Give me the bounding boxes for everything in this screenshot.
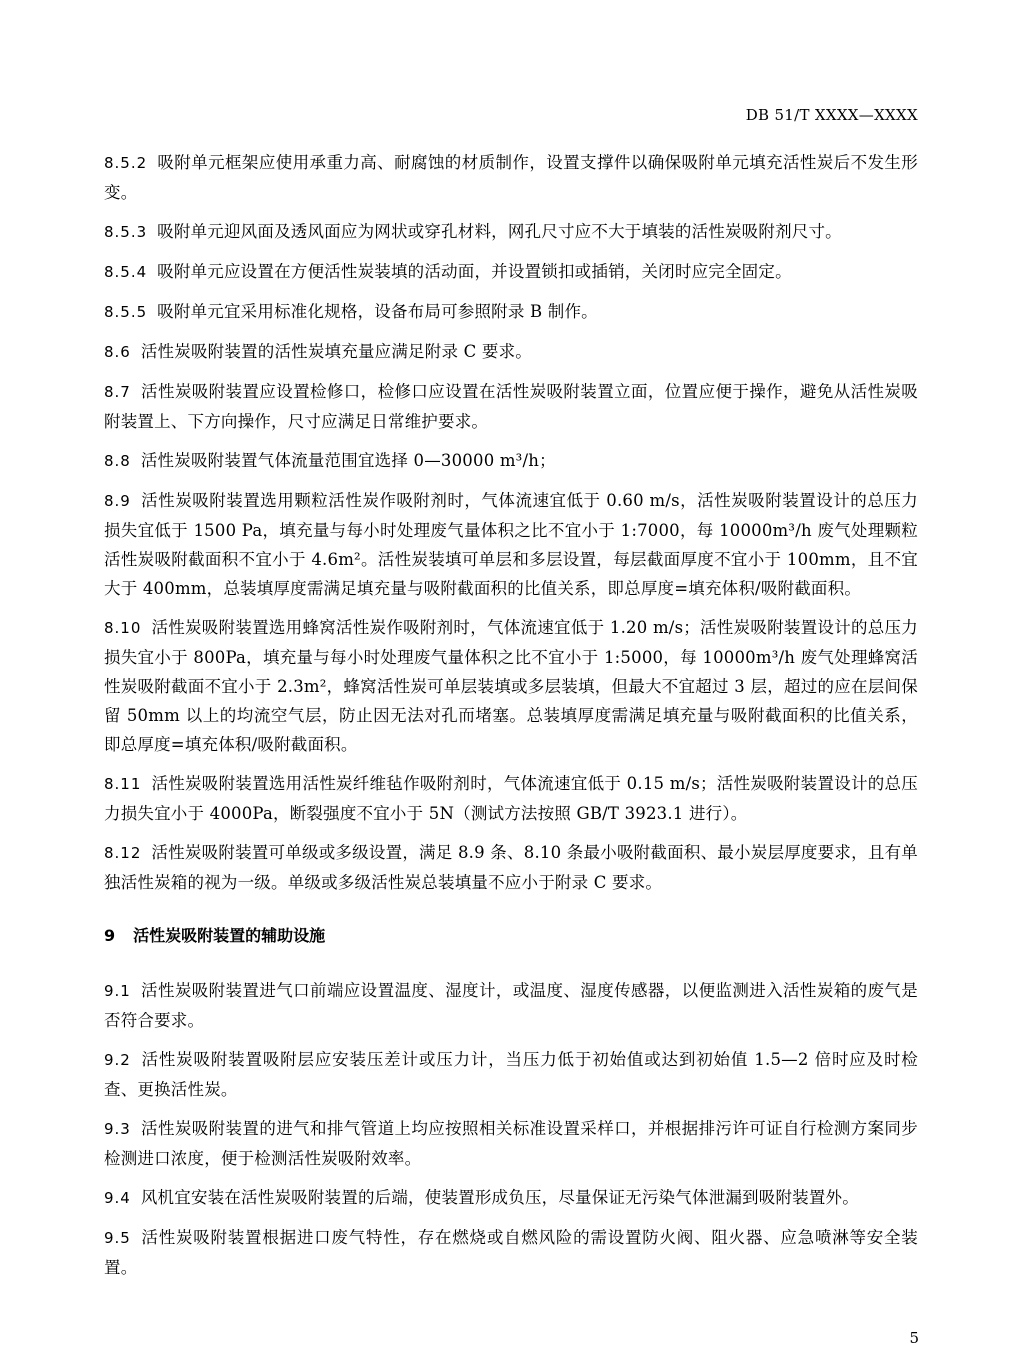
clause-text: 活性炭吸附装置可单级或多级设置，满足 8.9 条、8.10 条最小吸附截面积、最小炭层厚度要求，且有单独活性炭箱的视为一级。单级或多级活性炭总装填量不应小于附录 C 要求。 <box>104 843 918 892</box>
clause-9-1 <box>104 976 918 1035</box>
clause-text: 吸附单元框架应使用承重力高、耐腐蚀的材质制作，设置支撑件以确保吸附单元填充活性炭后不发生形变。 <box>104 153 918 202</box>
clause-text: 活性炭吸附装置气体流量范围宜选择 0—30000 m³/h； <box>140 451 556 470</box>
clause-text: 活性炭吸附装置选用颗粒活性炭作吸附剂时，气体流速宜低于 0.60 m/s，活性炭吸附装置设计的总压力损失宜低于 1500 Pa，填充量与每小时处理废气量体积之比不宜小于 1:7000，每 10000m³/h 废气处理颗粒活性炭吸附截面积不宜小于 4.6m²。活性炭装填可单层和多层设置，每层截面厚度不宜小于 100mm，且不宜大于 400mm，总装填厚度需满足填充量与吸附截面积的比值关系，即总厚度=填充体积/吸附截面积。 <box>104 491 918 598</box>
clause-text: 风机宜安装在活性炭吸附装置的后端，使装置形成负压，尽量保证无污染气体泄漏到吸附装置外。 <box>140 1188 859 1207</box>
clause-text: 活性炭吸附装置进气口前端应设置温度、湿度计，或温度、湿度传感器，以便监测进入活性炭箱的废气是否符合要求。 <box>104 981 918 1030</box>
clause-number: 9.4 <box>104 1189 131 1207</box>
clause-8-12 <box>104 838 918 897</box>
clause-number: 9.5 <box>104 1229 131 1247</box>
clause-number: 8.10 <box>104 619 142 637</box>
clause-text: 活性炭吸附装置的进气和排气管道上均应按照相关标准设置采样口，并根据排污许可证自行检测方案同步检测进口浓度，便于检测活性炭吸附效率。 <box>104 1119 918 1168</box>
clause-text: 吸附单元宜采用标准化规格，设备布局可参照附录 B 制作。 <box>157 302 598 321</box>
section-title: 活性炭吸附装置的辅助设施 <box>133 926 326 945</box>
clause-8-7 <box>104 377 918 436</box>
clause-8-5-4 <box>104 257 918 287</box>
clause-text: 活性炭吸附装置根据进口废气特性，存在燃烧或自燃风险的需设置防火阀、阻火器、应急喷淋等安全装置。 <box>104 1228 918 1277</box>
clause-number: 8.12 <box>104 844 142 862</box>
clause-text: 活性炭吸附装置的活性炭填充量应满足附录 C 要求。 <box>140 342 532 361</box>
clause-text: 活性炭吸附装置选用蜂窝活性炭作吸附剂时，气体流速宜低于 1.20 m/s；活性炭吸附装置设计的总压力损失宜小于 800Pa，填充量与每小时处理废气量体积之比不宜小于 1:5000，每 10000m³/h 废气处理蜂窝活性炭吸附截面不宜小于 2.3m²，蜂窝活性炭可单层装填或多层装填，但最大不宜超过 3 层，超过的应在层间保留 50mm 以上的均流空气层，防止因无法对孔而堵塞。总装填厚度需满足填充量与吸附截面积的比值关系，即总厚度=填充体积/吸附截面积。 <box>104 618 918 754</box>
clause-number: 8.6 <box>104 343 131 361</box>
clause-text: 活性炭吸附装置选用活性炭纤维毡作吸附剂时，气体流速宜低于 0.15 m/s；活性炭吸附装置设计的总压力损失宜小于 4000Pa，断裂强度不宜小于 5N（测试方法按照 GB/T 3923.1 进行）。 <box>104 774 918 823</box>
clause-number: 9.2 <box>104 1051 131 1069</box>
clause-number: 8.5.5 <box>104 303 148 321</box>
clause-text: 吸附单元迎风面及透风面应为网状或穿孔材料，网孔尺寸应不大于填装的活性炭吸附剂尺寸。 <box>157 222 842 241</box>
clause-9-3 <box>104 1114 918 1173</box>
clause-8-9 <box>104 486 918 603</box>
clause-text: 活性炭吸附装置应设置检修口，检修口应设置在活性炭吸附装置立面，位置应便于操作，避免从活性炭吸附装置上、下方向操作，尺寸应满足日常维护要求。 <box>104 382 918 431</box>
clause-9-5 <box>104 1223 918 1282</box>
clause-number: 8.5.2 <box>104 154 148 172</box>
page-number: 5 <box>909 1329 919 1347</box>
clause-number: 9.1 <box>104 982 131 1000</box>
clause-8-5-2 <box>104 148 918 207</box>
clause-number: 8.5.3 <box>104 223 148 241</box>
clause-number: 8.11 <box>104 775 142 793</box>
document-body <box>104 148 918 1292</box>
clause-9-4 <box>104 1183 918 1213</box>
clause-8-5-5 <box>104 297 918 327</box>
clause-number: 9.3 <box>104 1120 131 1138</box>
clause-8-6 <box>104 337 918 367</box>
clause-number: 8.7 <box>104 383 131 401</box>
clause-8-10 <box>104 613 918 759</box>
clause-8-11 <box>104 769 918 828</box>
clause-8-8 <box>104 446 918 476</box>
clause-number: 8.5.4 <box>104 263 148 281</box>
clause-number: 8.9 <box>104 492 131 510</box>
clause-8-5-3 <box>104 217 918 247</box>
clause-number: 8.8 <box>104 452 131 470</box>
document-code-header: DB 51/T XXXX—XXXX <box>745 106 918 124</box>
section-heading-9 <box>104 921 918 950</box>
clause-9-2 <box>104 1045 918 1104</box>
clause-text: 吸附单元应设置在方便活性炭装填的活动面，并设置锁扣或插销，关闭时应完全固定。 <box>157 262 792 281</box>
clause-text: 活性炭吸附装置吸附层应安装压差计或压力计，当压力低于初始值或达到初始值 1.5—2 倍时应及时检查、更换活性炭。 <box>104 1050 918 1099</box>
section-number: 9 <box>104 926 116 945</box>
